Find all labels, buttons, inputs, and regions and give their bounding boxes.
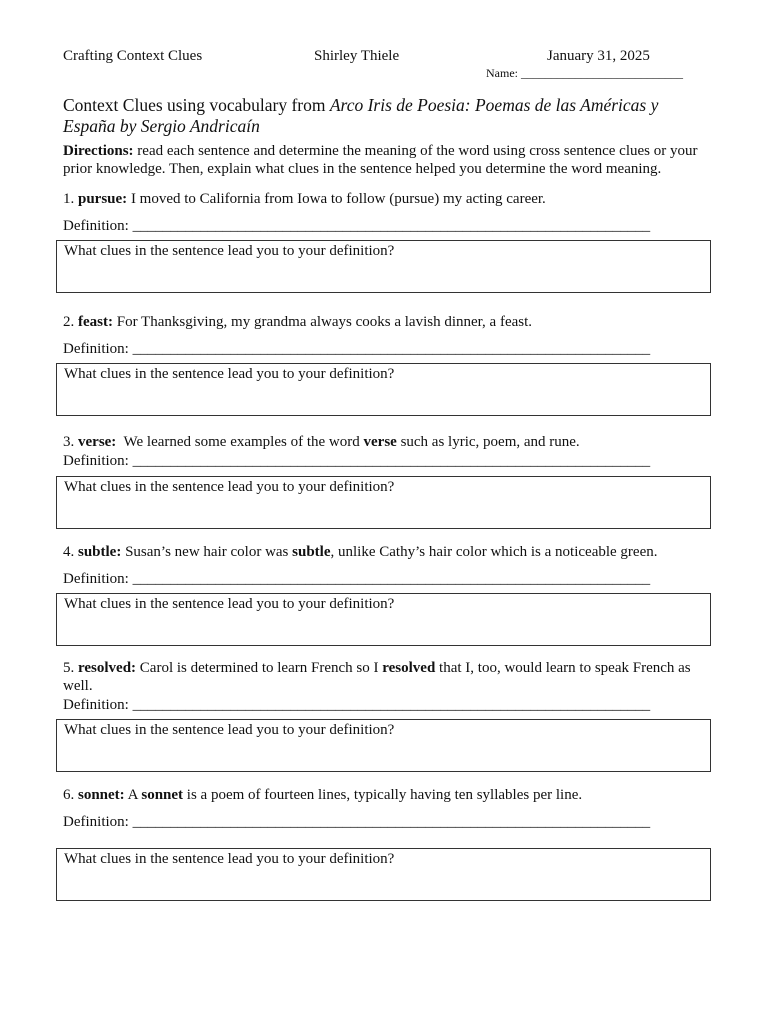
directions [63,142,708,178]
clue-prompt: What clues in the sentence lead you to your definition? [64,596,395,612]
worksheet-title-header: Crafting Context Clues [63,48,203,64]
clue-prompt: What clues in the sentence lead you to your definition? [64,366,395,382]
sentence-text: is a poem of fourteen lines, typically having ten syllables per line. [183,787,583,803]
worksheet-date: January 31, 2025 [547,48,650,64]
sentence-text: , unlike Cathy’s hair color which is a noticeable green. [330,544,658,560]
vocab-sentence [63,190,708,208]
vocab-item-1 [63,190,708,259]
vocab-item-6 [63,786,708,867]
vocab-item-2 [63,313,708,382]
clue-answer-box[interactable] [56,240,711,293]
vocab-item-4 [63,543,708,612]
book-title: Arco Iris de Poesia: Poemas de las Américas y España by Sergio Andricaín [63,95,659,136]
sentence-text: For Thanksgiving, my grandma always cooks a lavish dinner, a feast. [112,314,533,330]
directions-text: read each sentence and determine the meaning of the word using cross sentence clues or your prior knowledge. Then, explain what clues in the sentence helped you determine the word meaning. [63,143,698,177]
clue-answer-box[interactable] [56,848,711,901]
clue-answer-box[interactable] [56,593,711,646]
author-name: Shirley Thiele [314,48,400,64]
definition-line[interactable]: Definition: _____________________________________________________________________ [63,218,651,234]
sentence-text: We learned some examples of the word [116,434,364,450]
sentence-bold-word: verse [363,434,397,450]
clue-answer-box[interactable] [56,719,711,772]
vocab-item-3 [63,433,708,495]
definition-line[interactable]: Definition: _____________________________________________________________________ [63,571,651,587]
clue-prompt: What clues in the sentence lead you to your definition? [64,243,395,259]
sentence-text: I moved to California from Iowa to follow (pursue) my acting career. [127,191,546,207]
sentence-text: such as lyric, poem, and rune. [396,434,580,450]
sentence-text: A [124,787,142,803]
vocab-word: pursue: [78,191,128,207]
definition-line[interactable]: Definition: _____________________________________________________________________ [63,814,651,830]
item-number: 2. [63,314,78,330]
vocab-sentence [63,313,708,331]
vocab-word: verse: [78,434,117,450]
title-prefix: Context Clues using vocabulary from [63,95,330,115]
definition-line[interactable]: Definition: _____________________________________________________________________ [63,697,651,713]
item-number: 1. [63,191,78,207]
student-name-field[interactable]: Name: ___________________________ [486,66,683,80]
clue-answer-box[interactable] [56,363,711,416]
item-number: 6. [63,787,78,803]
item-number: 3. [63,434,78,450]
directions-label: Directions: [63,143,134,159]
vocab-word: sonnet: [78,787,125,803]
definition-line[interactable]: Definition: _____________________________________________________________________ [63,341,651,357]
item-number: 5. [63,660,78,676]
clue-prompt: What clues in the sentence lead you to your definition? [64,722,395,738]
item-number: 4. [63,544,78,560]
vocab-sentence [63,786,708,804]
vocab-item-5 [63,659,708,738]
vocab-sentence [63,659,708,695]
vocab-sentence [63,433,708,451]
sentence-bold-word: resolved [382,660,436,676]
clue-prompt: What clues in the sentence lead you to your definition? [64,479,395,495]
sentence-text: Carol is determined to learn French so I [136,660,383,676]
vocab-sentence [63,543,708,561]
clue-answer-box[interactable] [56,476,711,529]
sentence-bold-word: subtle [292,544,331,560]
page-title [63,95,703,137]
vocab-word: feast: [78,314,113,330]
definition-line[interactable]: Definition: _____________________________________________________________________ [63,453,651,469]
vocab-word: resolved: [78,660,137,676]
sentence-text: that I, too, would learn to speak French as well. [63,660,691,694]
sentence-text: Susan’s new hair color was [121,544,293,560]
clue-prompt: What clues in the sentence lead you to your definition? [64,851,395,867]
vocab-word: subtle: [78,544,122,560]
sentence-bold-word: sonnet [141,787,184,803]
